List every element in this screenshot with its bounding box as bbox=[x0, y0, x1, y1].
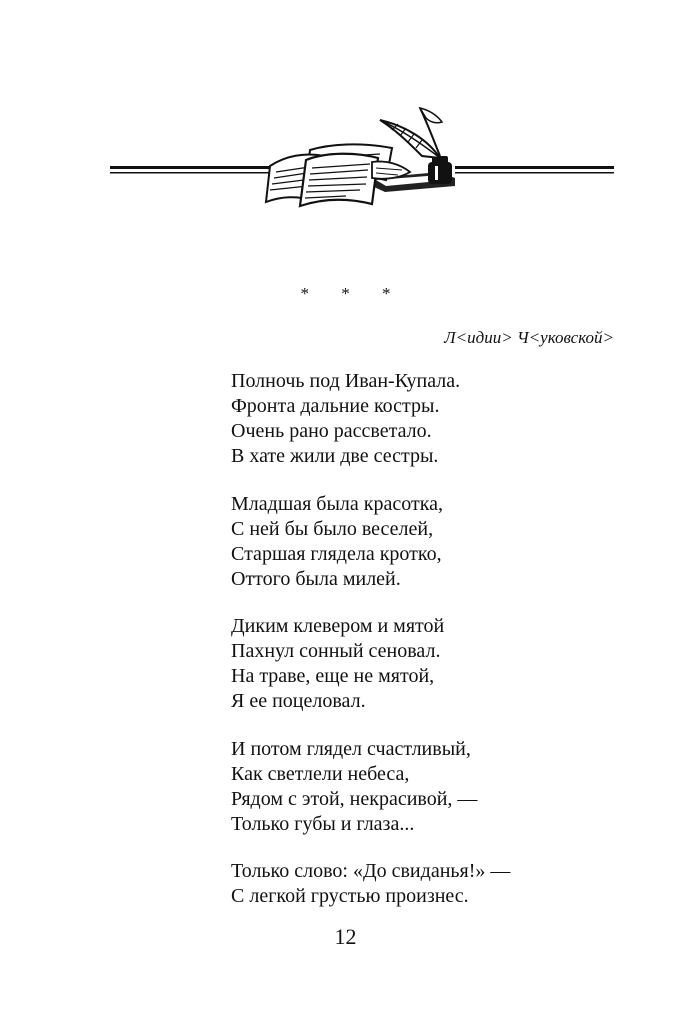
poem-line: Фронта дальние костры. bbox=[231, 395, 440, 417]
section-separator: * * * bbox=[300, 284, 405, 303]
poem-line: В хате жили две сестры. bbox=[231, 445, 439, 467]
poem-line: На траве, еще не мятой, bbox=[231, 665, 435, 687]
poem-line: Только губы и глаза... bbox=[231, 812, 415, 835]
stanza bbox=[231, 492, 631, 592]
books-quill-inkwell-icon bbox=[110, 100, 614, 212]
stanza bbox=[231, 369, 631, 469]
poem-line: Очень рано рассветало. bbox=[231, 420, 432, 442]
poem-line: Пахнул сонный сеновал. bbox=[231, 640, 441, 662]
poem-line: С ней бы было веселей, bbox=[231, 517, 434, 540]
dedication: Л<идии> Ч<уковской> bbox=[444, 328, 614, 347]
stanza bbox=[231, 859, 631, 909]
poem-line: И потом глядел счастливый, bbox=[231, 737, 471, 760]
poem-body bbox=[231, 369, 631, 932]
poem-line: Старшая глядела кротко, bbox=[231, 542, 442, 565]
stanza bbox=[231, 614, 631, 714]
poem-line: Рядом с этой, некрасивой, — bbox=[231, 787, 478, 810]
poem-line: Полночь под Иван-Купала. bbox=[231, 370, 461, 392]
poem-line: Только слово: «До свиданья!» — bbox=[231, 860, 511, 882]
poem-line: Я ее поцеловал. bbox=[231, 690, 366, 712]
poem-line: Диким клевером и мятой bbox=[231, 615, 445, 637]
stanza bbox=[231, 737, 631, 837]
poem-line: Оттого была милей. bbox=[231, 567, 401, 590]
page-number: 12 bbox=[334, 924, 357, 949]
poem-line: Как светлели небеса, bbox=[231, 762, 410, 785]
poem-line: С легкой грустью произнес. bbox=[231, 885, 469, 907]
poem-line: Младшая была красотка, bbox=[231, 492, 444, 515]
